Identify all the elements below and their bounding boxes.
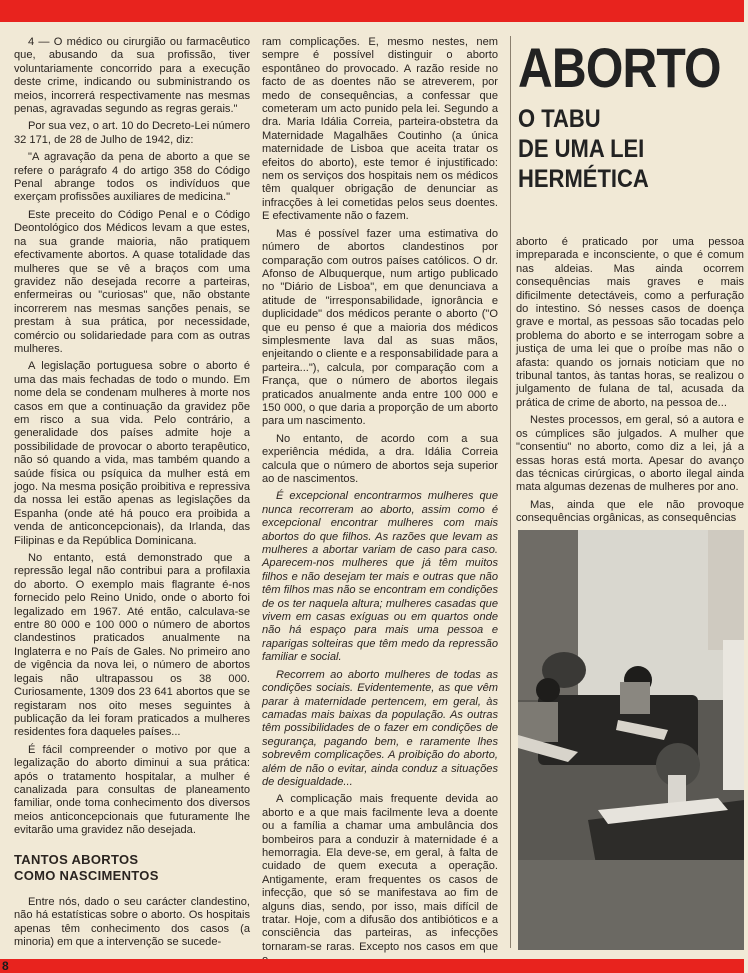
paragraph: Por sua vez, o art. 10 do Decreto-Lei número 32 171, de 28 de Julho de 1942, diz: (14, 120, 250, 146)
article-headline (518, 36, 748, 194)
paragraph: Nestes processos, em geral, só a autora e os cúmplices são julgados. A mulher que "consentiu" no aborto, como diz a lei, já a essas horas está morta. Apesar do avanço das técnicas cirúrgicas, o aborto ilegal ainda mata algumas dezenas de mulheres por ano. (516, 414, 744, 494)
paragraph: Mas, ainda que ele não provoque consequências orgânicas, as consequências (516, 498, 744, 525)
waiting-room-photo-illustration (518, 530, 744, 950)
column-divider (510, 36, 511, 948)
paragraph: ram complicações. E, mesmo nestes, nem sempre é possível distinguir o aborto espontâneo do provocado. A razão reside no facto de as doentes não se atreverem, por medo de consequências, a confessar que cometeram um acto punido pela lei. Segundo a dra. Maria Idália Correia, parteira-obstetra da Maternidade Magalhães Coutinho (a única maternidade de Lisboa que aceita tratar os efeitos do aborto), este temor é injustificado: nem os serviços dos hospitais nem os médicos têm qualquer obrigação de denunciar as infracções à lei cometidas pelos seus doentes. E efectivamente não o fazem. (262, 36, 498, 223)
paragraph: Este preceito do Código Penal e o Código Deontológico dos Médicos levam a que estes, na sua grande maioria, não pratiquem efectivamente abortos. A quase totalidade das mulheres que se vê a braços com uma gravidez não desejada recorre a parteiras, enfermeiras ou "curiosas" que, não obstante incorrerem nas mesmas sanções penais, se prestam à sua prática, por necessidade, comércio ou solidariedade para com as outras mulheres. (14, 208, 250, 355)
headline-subtitle-line: DE UMA LEI (518, 135, 645, 163)
page-number: 8 (2, 959, 9, 973)
quote-paragraph: É excepcional encontrarmos mulheres que nunca recorreram ao aborto, assim como é excepcional encontrar mulheres com mais abortos do que filhos. As razões que levam as mulheres a abortar variam de caso para caso. Aparecem-nos mulheres que já têm muitos filhos e não desejam ter mais e outras que não têm filhos mas não se encontram em condições de os ter naquela altura; mulheres casadas que vivem em casas exíguas ou em quartos onde não há espaço para mais uma pessoa e raparigas solteiras que têm medo da repressão familiar e social. (262, 490, 498, 664)
top-red-band (0, 0, 744, 22)
article-column-2 (262, 36, 498, 953)
paragraph: A legislação portuguesa sobre o aborto é uma das mais fechadas de todo o mundo. Em nome dela se condenam mulheres à morte nos casos em que a continuação da gravidez põe em risco a sua vida. Pelo contrário, a generalidade dos países admite hoje a possibilidade de provocar o aborto terapêutico, não só quando a vida, mas também quando a saúde física ou psíquica da mulher está em jogo. Na mesma posição proibitiva e repressiva da nossa lei estão apenas as legislações da Espanha (onde até há pouco era proibida a venda de anticoncepcionais), da Irlanda, das Filipinas e da República Dominicana. (14, 360, 250, 547)
headline-subtitle-line: O TABU (518, 105, 601, 133)
paragraph: É fácil compreender o motivo por que a legalização do aborto diminui a sua prática: após o tratamento hospitalar, a mulher é canalizada para consultas de planeamento familiar, onde toma conhecimento dos diversos meios anticoncepcionais que futuramente lhe evitarão uma gravidez não desejada. (14, 743, 250, 837)
paragraph: No entanto, está demonstrado que a repressão legal não contribui para a profilaxia do aborto. O exemplo mais flagrante é-nos fornecido pelo Reino Unido, onde o aborto foi legalizado em 1967. Até então, calculava-se entre 80 000 e 100 000 o número de abortos clandestinos praticados anualmente na Inglaterra e no País de Gales. No primeiro ano de vigência da nova lei, o número de abortos legais não ultrapassou os 38 000. Curiosamente, 1309 dos 23 641 abortos que se registaram nos oito meses seguintes à publicação da lei foram praticados a mulheres residentes fora daqueles países... (14, 552, 250, 739)
bottom-red-band (0, 959, 744, 973)
headline-subtitle-line: HERMÉTICA (518, 165, 649, 193)
section-heading-line: TANTOS ABORTOS (14, 852, 139, 867)
paragraph: "A agravação da pena de aborto a que se refere o parágrafo 4 do artigo 358 do Código Penal abrange todos os indivíduos que exerçam profissões auxiliares de medicina." (14, 151, 250, 204)
paragraph: Mas é possível fazer uma estimativa do número de abortos clandestinos por comparação com outros países católicos. O dr. Afonso de Albuquerque, num artigo publicado no "Diário de Lisboa", em que denunciava a atitude de "irresponsabilidade, ignorância e duplicidade" dos médicos perante o aborto ("O que eu penso é que a maioria dos médicos simplesmente lava dal as suas mãos, enjeitando o cliente e a responsabilidade para a parteira..."), calcula, por comparação com a França, que o número de abortos ilegais praticados anualmente anda entre 100 000 e 150 000, o que daria a proporção de um aborto para um nascimento. (262, 227, 498, 428)
paragraph: aborto é praticado por uma pessoa impreparada e inconsciente, o que é comum nas aldeias. Mas ainda ocorrem consequências mais graves e mais dificilmente detectáveis, como a perfuração do intestino. Só nesses casos de doença grave e mortal, as pessoas são tocadas pelo problema do aborto e se interrogam sobre a justiça de uma lei que o proíbe mas não o afasta: quando os jornais noticiam que no tribunal tantos, às tantas horas, se realizou o julgamento de fulana de tal, acusada da prática de crime de aborto, na pessoa de... (516, 236, 744, 409)
article-column-1 (14, 36, 250, 856)
paragraph: A complicação mais frequente devida ao aborto e a que mais facilmente leva a doente ou a família a chamar uma ambulância dos bombeiros para a conduzir à maternidade é a hemorragia. Ela deve-se, em geral, à falta de cuidado de quem executa a operação. Antigamente, eram frequentes os casos de infecção, que só se manifestava ao fim de alguns dias, sendo, por isso, mais difícil de tratar. Hoje, com a difusão dos antibióticos e a consciência das parteiras, as infecções tornaram-se raras. Excepto nos casos em que (262, 793, 498, 953)
paragraph: Entre nós, dado o seu carácter clandestino, não há estatísticas sobre o aborto. Os hospitais apenas têm conhecimento dos casos (a minoria) em que a intervenção se sucede- (14, 896, 250, 949)
quote-paragraph: Recorrem ao aborto mulheres de todas as condições sociais. Evidentemente, as que vêm parar à maternidade pertencem, em geral, às camadas mais baixas da população. As outras têm possibilidades de o fazer em condições de segurança, pagando bem, e raramente lhes sobrevêm complicações. A proibição do aborto, além de não o evitar, ainda conduz a situações de desigualdade... (262, 668, 498, 788)
paragraph: 4 — O médico ou cirurgião ou farmacêutico que, abusando da sua profissão, tiver voluntariamente concorrido para a execução deste crime, indicando ou subministrando os meios, incorrerá respectivamente nas mesmas penas, agravadas segundo as regras gerais." (14, 36, 250, 116)
headline-title: ABORTO (518, 36, 721, 99)
article-column-1-continued (14, 896, 250, 956)
section-heading (14, 852, 250, 884)
article-column-3 (516, 236, 744, 526)
paragraph: No entanto, de acordo com a sua experiência médida, a dra. Idália Correia calcula que o número de abortos seja superior ao de nascimentos. (262, 432, 498, 485)
headline-subtitle (518, 104, 720, 194)
waiting-room-photo (518, 530, 744, 950)
section-heading-line: COMO NASCIMENTOS (14, 868, 159, 883)
